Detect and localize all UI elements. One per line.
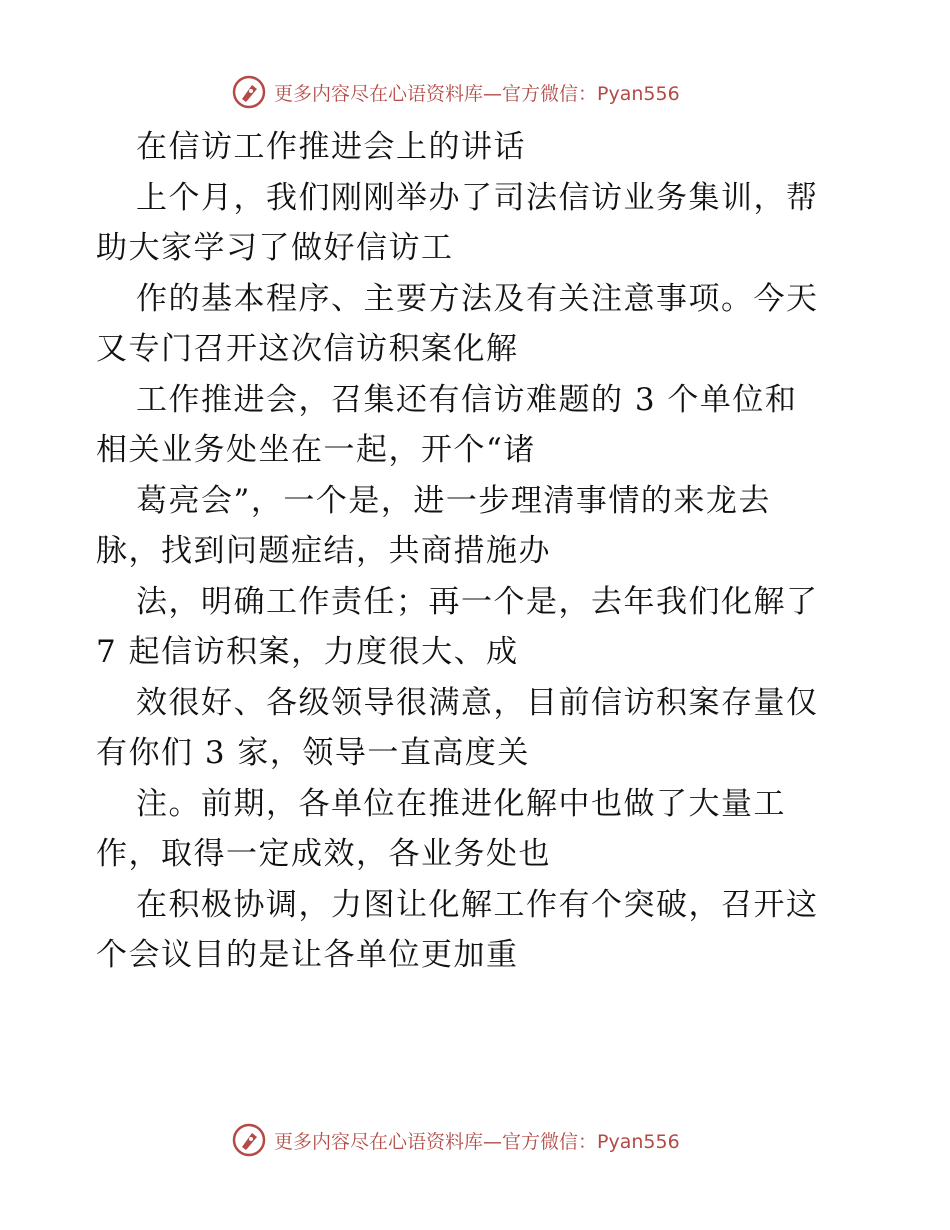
pen-nib-logo-icon — [232, 1123, 266, 1157]
watermark-text: 更多内容尽在心语资料库—官方微信：Pyan556 — [274, 82, 680, 105]
footer-watermark — [232, 1120, 752, 1160]
document-body — [96, 122, 856, 981]
text-line: 相关业务处坐在一起，开个“诸 — [96, 432, 536, 468]
pen-nib-logo-icon — [232, 75, 266, 109]
text-line: 上个月，我们刚刚举办了司法信访业务集训，帮 — [136, 179, 819, 216]
text-line: 又专门召开这次信访积案化解 — [96, 331, 519, 367]
text-line: 作的基本程序、主要方法及有关注意事项。今天 — [136, 280, 819, 317]
text-line: 效很好、各级领导很满意，目前信访积案存量仅 — [136, 684, 819, 721]
text-line: 有你们 3 家，领导一直高度关 — [96, 735, 530, 771]
text-line: 7 起信访积案，力度很大、成 — [96, 634, 519, 670]
text-line: 助大家学习了做好信访工 — [96, 230, 454, 266]
text-line: 工作推进会，召集还有信访难题的 3 个单位和 — [136, 381, 798, 418]
text-line: 脉，找到问题症结，共商措施办 — [96, 533, 551, 569]
text-line: 法，明确工作责任；再一个是，去年我们化解了 — [136, 583, 819, 620]
document-title: 在信访工作推进会上的讲话 — [136, 129, 526, 165]
header-watermark — [232, 72, 752, 112]
text-line: 葛亮会”，一个是，进一步理清事情的来龙去 — [136, 482, 771, 519]
text-line: 在积极协调，力图让化解工作有个突破，召开这 — [136, 886, 819, 923]
text-line: 作，取得一定成效，各业务处也 — [96, 836, 551, 872]
watermark-text: 更多内容尽在心语资料库—官方微信：Pyan556 — [274, 1130, 680, 1153]
text-line: 个会议目的是让各单位更加重 — [96, 937, 519, 973]
text-line: 注。前期，各单位在推进化解中也做了大量工 — [136, 785, 786, 822]
